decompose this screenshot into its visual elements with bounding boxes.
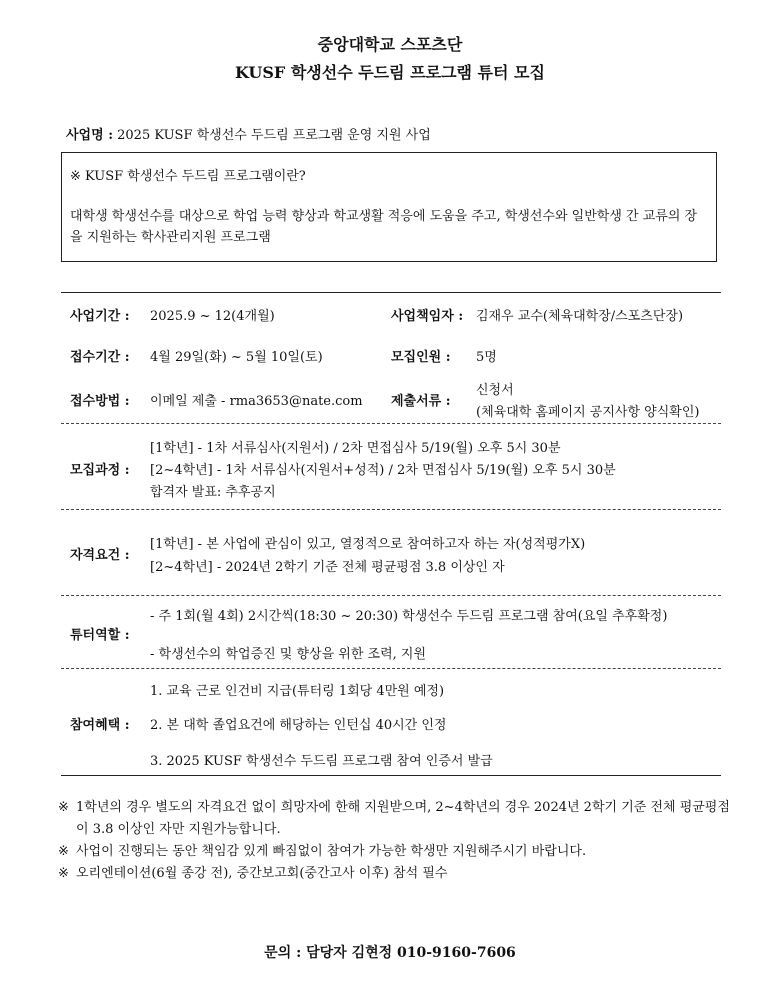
contact-info: 문의 : 담당자 김현정 010-9160-7606 xyxy=(264,945,516,961)
method-value: 이메일 제출 - rma3653@nate.com xyxy=(150,394,363,409)
process-line-3: 합격자 발표: 추후공지 xyxy=(150,485,276,500)
note-item xyxy=(58,863,738,885)
qualification-label: 자격요건 : xyxy=(70,548,130,563)
divider xyxy=(61,509,721,510)
role-label: 튜터역할 : xyxy=(70,628,130,643)
qualification-line-2: [2~4학년] - 2024년 2학기 기준 전체 평균평점 3.8 이상인 자 xyxy=(150,560,505,575)
docs-line-1: 신청서 xyxy=(476,383,514,398)
benefits-label: 참여혜택 : xyxy=(70,718,130,733)
docs-line-2: (체육대학 홈페이지 공지사항 양식확인) xyxy=(476,405,700,420)
manager-value: 김재우 교수(체육대학장/스포츠단장) xyxy=(476,309,684,324)
manager-label: 사업책임자 : xyxy=(391,309,464,324)
document-subtitle: KUSF 학생선수 두드림 프로그램 튜터 모집 xyxy=(235,63,545,82)
notes-list xyxy=(58,797,738,885)
role-line-1: - 주 1회(월 4회) 2시간씩(18:30 ~ 20:30) 학생선수 두드림 프로그램 참여(요일 추후확정) xyxy=(150,609,668,624)
note-item xyxy=(58,841,738,863)
document-title: 중앙대학교 스포츠단 xyxy=(317,35,463,54)
role-line-2: - 학생선수의 학업증진 및 향상을 위한 조력, 지원 xyxy=(150,647,427,662)
benefit-item-3: 3. 2025 KUSF 학생선수 두드림 프로그램 참여 인증서 발급 xyxy=(150,754,493,769)
period-value: 2025.9 ~ 12(4개월) xyxy=(150,309,275,324)
method-label: 접수방법 : xyxy=(70,394,130,409)
note-text: 1학년의 경우 별도의 자격요건 없이 희망자에 한해 지원받으며, 2~4학년의 경우 2024년 2학기 기준 전체 평균평점이 3.8 이상인 자만 지원가능합니다. xyxy=(76,800,730,837)
intro-question: ※ KUSF 학생선수 두드림 프로그램이란? xyxy=(70,169,306,184)
note-mark: ※ xyxy=(58,866,69,881)
table-bottom-border xyxy=(61,775,721,776)
divider xyxy=(61,595,721,596)
apply-period-value: 4월 29일(화) ~ 5월 10일(토) xyxy=(150,350,323,365)
process-line-1: [1학년] - 1차 서류심사(지원서) / 2차 면접심사 5/19(월) 오후 5시 30분 xyxy=(150,441,561,456)
divider xyxy=(61,668,721,669)
period-label: 사업기간 : xyxy=(70,309,130,324)
apply-period-label: 접수기간 : xyxy=(70,350,130,365)
recruit-value: 5명 xyxy=(476,350,497,365)
benefit-item-2: 2. 본 대학 졸업요건에 해당하는 인턴십 40시간 인정 xyxy=(150,718,447,733)
project-name-label: 사업명 : xyxy=(66,128,113,143)
process-line-2: [2~4학년] - 1차 서류심사(지원서+성적) / 2차 면접심사 5/19(월) 오후 5시 30분 xyxy=(150,463,616,478)
note-mark: ※ xyxy=(58,844,69,859)
note-item xyxy=(58,797,738,841)
project-name-value: 2025 KUSF 학생선수 두드림 프로그램 운영 지원 사업 xyxy=(117,128,431,143)
note-text: 사업이 진행되는 동안 책임감 있게 빠짐없이 참여가 가능한 학생만 지원해주시기 바랍니다. xyxy=(76,844,587,859)
qualification-line-1: [1학년] - 본 사업에 관심이 있고, 열정적으로 참여하고자 하는 자(성적평가X) xyxy=(150,537,586,552)
table-top-border xyxy=(61,292,721,293)
docs-label: 제출서류 : xyxy=(391,394,451,409)
project-name-row xyxy=(66,124,431,143)
note-mark: ※ xyxy=(58,800,69,815)
divider xyxy=(61,423,721,424)
intro-description: 대학생 학생선수를 대상으로 학업 능력 향상과 학교생활 적응에 도움을 주고, 학생선수와 일반학생 간 교류의 장을 지원하는 학사관리지원 프로그램 xyxy=(70,209,698,245)
note-text: 오리엔테이션(6월 종강 전), 중간보고회(중간고사 이후) 참석 필수 xyxy=(76,866,448,881)
recruit-label: 모집인원 : xyxy=(391,350,451,365)
benefit-item-1: 1. 교육 근로 인건비 지급(튜터링 1회당 4만원 예정) xyxy=(150,684,445,699)
intro-box xyxy=(61,152,717,262)
process-label: 모집과정 : xyxy=(70,463,130,478)
